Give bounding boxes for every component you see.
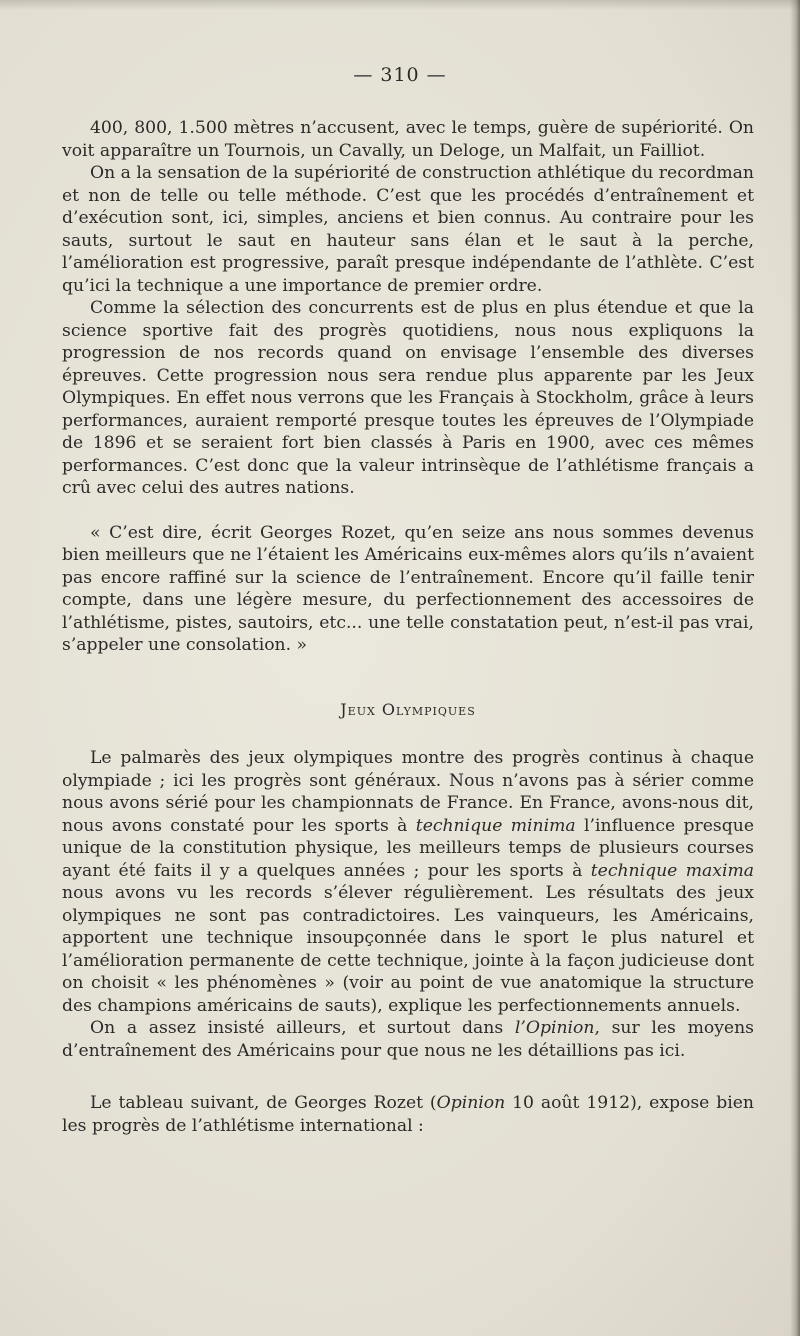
paragraph-6	[62, 1017, 754, 1062]
page-top-shadow	[0, 0, 800, 10]
paragraph-5-emphasis-2: technique maxima	[590, 860, 755, 881]
paragraph-7	[62, 1092, 754, 1137]
paragraph-7-part-a: Le tableau suivant, de Georges Rozet (	[90, 1093, 437, 1113]
paragraph-3: Comme la sélection des concurrents est de plus en plus étendue et que la science sportive fait des progrès quotidiens, nous nous expliquons la progression de nos records quand on envisage l’ensemble des diverses épreuves. Cette progression nous sera rendue plus apparente par les Jeux Olympiques. En effet nous verrons que les Français à Stockholm, grâce à leurs performances, auraient remporté presque toutes les épreuves de l’Olympiade de 1896 et se seraient fort bien classés à Paris en 1900, avec ces mêmes performances. C’est donc que la valeur intrinsèque de l’athlétisme français a crû avec celui des autres nations.	[62, 298, 754, 498]
paragraph-5-part-a: Le palmarès des jeux olympiques montre des progrès continus à chaque olympiade ; ici les progrès sont généraux. Nous n’avons pas à sérier comme nous avons sérié pour les championnats de France. En France, avons-nous dit, nous avons constaté pour les sports à	[62, 748, 754, 836]
paragraph-7-part-b: 10 août 1912), expose bien les progrès de l’athlétisme international :	[62, 1093, 754, 1136]
paragraph-4-quote: « C’est dire, écrit Georges Rozet, qu’en seize ans nous sommes devenus bien meilleurs que ne l’étaient les Américains eux-mêmes alors qu’ils n’avaient pas encore raffiné sur la science de l’entraînement. Encore qu’il faille tenir compte, dans une légère mesure, du perfectionnement des accessoires de l’athlétisme, pistes, sautoirs, etc... une telle constatation peut, n’est-il pas vrai, s’appeler une consolation. »	[62, 522, 754, 655]
paragraph-5	[62, 747, 754, 1017]
paragraph-6-emphasis: l’Opinion	[514, 1018, 595, 1038]
page-binding-shadow	[790, 0, 800, 1336]
paragraph-7-emphasis: Opinion	[436, 1093, 506, 1113]
section-heading: Jeux Olympiques	[340, 699, 476, 719]
paragraph-5-part-b: l’influence presque unique de la constitution physique, les meilleurs temps de plusieurs courses ayant été faits il y a quelques années ; pour les sports à	[62, 815, 754, 881]
paragraph-5-part-c: nous avons vu les records s’élever régulièrement. Les résultats des jeux olympiques ne sont pas contradictoires. Les vainqueurs, les Américains, apportent une technique insoupçonnée dans le sport le plus naturel et l’amélioration permanente de cette technique, jointe à la façon judicieuse dont on choisit « les phénomènes » (voir au point de vue anatomique la structure des champions américains de sauts), explique les perfectionnements annuels.	[62, 883, 754, 1016]
paragraph-6-part-b: , sur les moyens d’entraînement des Américains pour que nous ne les détaillions pas ici.	[62, 1018, 754, 1061]
paragraph-1: 400, 800, 1.500 mètres n’accusent, avec le temps, guère de supériorité. On voit apparaître un Tournois, un Cavally, un Deloge, un Malfait, un Failliot.	[62, 118, 754, 161]
body-text	[62, 117, 754, 1137]
paragraph-6-part-a: On a assez insisté ailleurs, et surtout dans	[90, 1018, 515, 1038]
page-number: — 310 —	[353, 64, 447, 86]
paragraph-5-emphasis-1: technique minima	[415, 815, 576, 836]
paragraph-2: On a la sensation de la supériorité de construction athlétique du recordman et non de telle ou telle méthode. C’est que les procédés d’entraînement et d’exécution sont, ici, simples, anciens et bien connus. Au contraire pour les sauts, surtout le saut en hauteur sans élan et le saut à la perche, l’amélioration est progressive, paraît presque indépendante de l’athlète. C’est qu’ici la technique a une importance de premier ordre.	[62, 163, 754, 296]
